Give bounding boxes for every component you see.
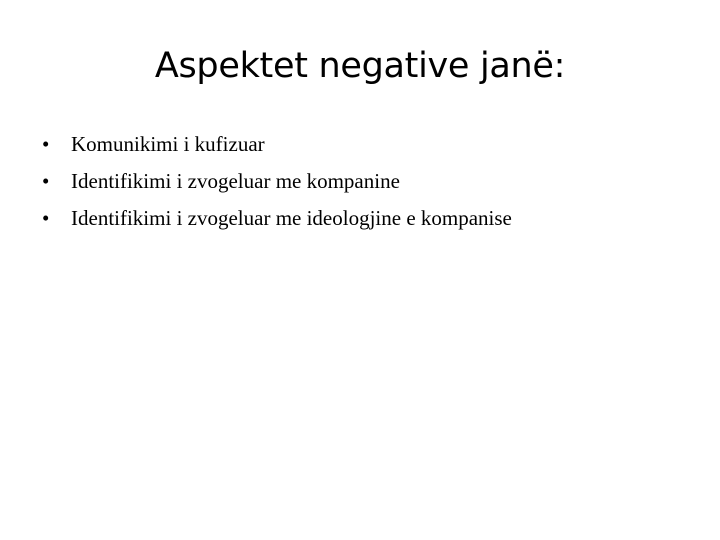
slide-title: Aspektet negative janë: [154,46,566,86]
bullet-text: Komunikimi i kufizuar [71,132,265,156]
bullet-list [42,130,512,241]
bullet-icon: • [42,132,50,156]
bullet-icon: • [42,206,50,230]
bullet-text: Identifikimi i zvogeluar me ideologjine e kompanise [71,206,512,230]
bullet-text: Identifikimi i zvogeluar me kompanine [71,169,400,193]
list-item [42,130,512,158]
bullet-icon: • [42,169,50,193]
list-item [42,167,512,195]
list-item [42,204,512,232]
